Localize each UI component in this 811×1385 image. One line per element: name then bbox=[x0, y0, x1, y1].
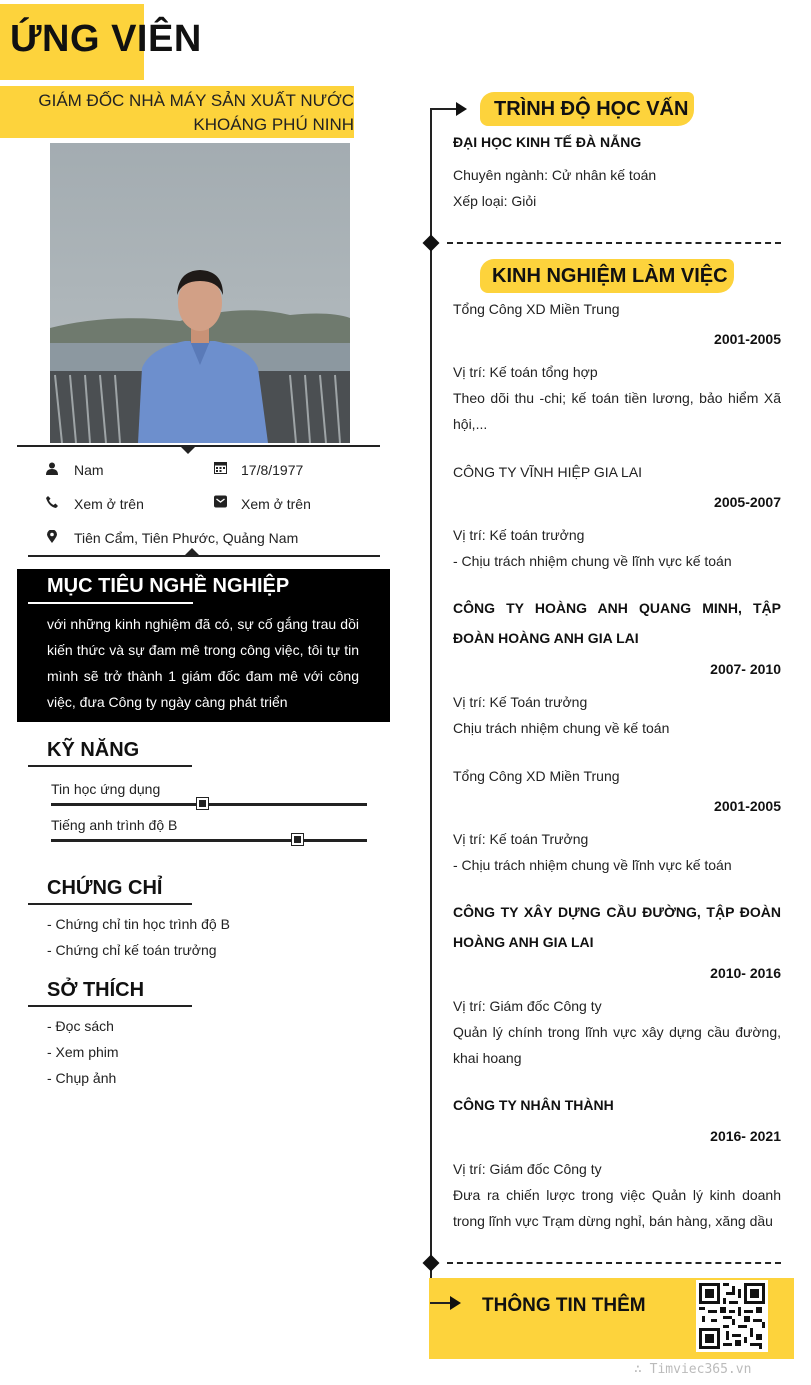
job-company: CÔNG TY HOÀNG ANH QUANG MINH, TẬP ĐOÀN HOÀNG ANH GIA LAI bbox=[453, 600, 781, 646]
hobby-item: - Đọc sách bbox=[47, 1018, 114, 1034]
skill-label: Tin học ứng dụng bbox=[51, 781, 161, 797]
education-school: ĐẠI HỌC KINH TẾ ĐÀ NẴNG bbox=[453, 134, 642, 150]
email-icon bbox=[213, 495, 227, 509]
job-description: - Chịu trách nhiệm chung về lĩnh vực kế toán bbox=[453, 553, 732, 569]
skill-track bbox=[51, 839, 367, 842]
experience-title: KINH NGHIỆM LÀM VIỆC bbox=[492, 265, 728, 287]
objective-text: với những kinh nghiệm đã có, sự cố gắng trau dồi kiến thức và sự đam mê trong công việc, tôi tự tin mình sẽ trở thành 1 giám đốc đam mê với công việc, đưa Công ty ngày càng phát triển bbox=[47, 616, 359, 710]
arrow-right-icon bbox=[456, 102, 467, 116]
watermark-text: Timviec365.vn bbox=[649, 1362, 752, 1377]
skills-title: KỸ NĂNG bbox=[47, 739, 140, 761]
job-title bbox=[0, 89, 354, 137]
hobby-item: - Xem phim bbox=[47, 1044, 119, 1060]
skill-label: Tiếng anh trình độ B bbox=[51, 817, 178, 833]
objective-title: MỤC TIÊU NGHỀ NGHIỆP bbox=[47, 575, 290, 597]
skill-track bbox=[51, 803, 367, 806]
job-description: Đưa ra chiến lược trong việc Quản lý kinh doanh trong lĩnh vực Trạm dừng nghỉ, bán hàng, xăng dầu bbox=[453, 1187, 781, 1229]
job-company: CÔNG TY NHÂN THÀNH bbox=[453, 1097, 614, 1113]
job-title-line1: GIÁM ĐỐC NHÀ MÁY SẢN XUẤT NƯỚC bbox=[38, 91, 354, 110]
job-years: 2016- 2021 bbox=[710, 1128, 781, 1144]
skill-level-knob bbox=[197, 798, 208, 809]
user-icon bbox=[45, 462, 59, 476]
extra-info-title: THÔNG TIN THÊM bbox=[482, 1295, 646, 1316]
location-icon bbox=[45, 530, 59, 544]
phone-icon bbox=[45, 496, 59, 510]
job-years: 2005-2007 bbox=[714, 494, 781, 510]
section-divider bbox=[447, 1262, 781, 1264]
education-rank: Xếp loại: Giỏi bbox=[453, 193, 537, 209]
gender-value: Nam bbox=[74, 462, 104, 478]
job-years: 2007- 2010 bbox=[710, 661, 781, 677]
hobbies-title: SỞ THÍCH bbox=[47, 979, 145, 1001]
info-top-rule bbox=[17, 445, 380, 447]
email-value: Xem ở trên bbox=[241, 496, 311, 512]
qr-code-icon bbox=[696, 1280, 768, 1352]
job-years: 2001-2005 bbox=[714, 798, 781, 814]
education-major: Chuyên ngành: Cử nhân kế toán bbox=[453, 167, 657, 183]
job-position: Vị trí: Kế toán trưởng bbox=[453, 527, 585, 543]
job-position: Vị trí: Giám đốc Công ty bbox=[453, 1161, 602, 1177]
job-years: 2001-2005 bbox=[714, 331, 781, 347]
info-bottom-rule bbox=[28, 555, 380, 557]
profile-photo bbox=[50, 143, 350, 443]
skill-level-knob bbox=[292, 834, 303, 845]
objective-rule bbox=[28, 602, 193, 604]
job-years: 2010- 2016 bbox=[710, 965, 781, 981]
job-description: Chịu trách nhiệm chung về kế toán bbox=[453, 720, 670, 736]
job-title-line2: KHOÁNG PHÚ NINH bbox=[193, 115, 354, 134]
certificate-item: - Chứng chỉ tin học trình độ B bbox=[47, 916, 230, 932]
job-description: Theo dõi thu -chi; kế toán tiền lương, bảo hiểm Xã hội,... bbox=[453, 390, 781, 432]
address-value: Tiên Cẩm, Tiên Phước, Quảng Nam bbox=[74, 530, 299, 546]
education-title: TRÌNH ĐỘ HỌC VẤN bbox=[494, 98, 689, 120]
birthday-value: 17/8/1977 bbox=[241, 462, 304, 478]
timeline-branch-top bbox=[430, 108, 458, 110]
timeline-diamond bbox=[423, 235, 440, 252]
job-description: - Chịu trách nhiệm chung về lĩnh vực kế toán bbox=[453, 857, 732, 873]
watermark-icon: ∴ bbox=[634, 1362, 650, 1377]
section-divider bbox=[447, 242, 781, 244]
info-top-notch bbox=[180, 446, 196, 454]
skills-rule bbox=[28, 765, 192, 767]
calendar-icon bbox=[213, 461, 227, 475]
job-position: Vị trí: Kế toán Trưởng bbox=[453, 831, 589, 847]
timeline-diamond bbox=[423, 1255, 440, 1272]
job-position: Vị trí: Kế Toán trưởng bbox=[453, 694, 588, 710]
arrow-right-icon bbox=[450, 1296, 461, 1310]
certificate-item: - Chứng chỉ kế toán trưởng bbox=[47, 942, 217, 958]
certificates-rule bbox=[28, 903, 192, 905]
job-position: Vị trí: Giám đốc Công ty bbox=[453, 998, 602, 1014]
job-company: Tổng Công XD Miền Trung bbox=[453, 301, 620, 317]
job-company: CÔNG TY XÂY DỰNG CẦU ĐƯỜNG, TẬP ĐOÀN HOÀNG ANH GIA LAI bbox=[453, 904, 781, 950]
certificates-title: CHỨNG CHỈ bbox=[47, 877, 163, 899]
info-bottom-notch bbox=[185, 548, 199, 555]
candidate-name: ỨNG VIÊN bbox=[10, 18, 202, 60]
timeline-branch-bottom bbox=[430, 1302, 452, 1304]
job-description: Quản lý chính trong lĩnh vực xây dựng cầu đường, khai hoang bbox=[453, 1024, 781, 1066]
hobbies-rule bbox=[28, 1005, 192, 1007]
job-company: Tổng Công XD Miền Trung bbox=[453, 768, 620, 784]
timeline-line bbox=[430, 110, 432, 1303]
phone-value: Xem ở trên bbox=[74, 496, 144, 512]
watermark bbox=[634, 1362, 751, 1377]
job-position: Vị trí: Kế toán tổng hợp bbox=[453, 364, 598, 380]
job-company: CÔNG TY VĨNH HIỆP GIA LAI bbox=[453, 464, 643, 480]
hobby-item: - Chụp ảnh bbox=[47, 1070, 117, 1086]
